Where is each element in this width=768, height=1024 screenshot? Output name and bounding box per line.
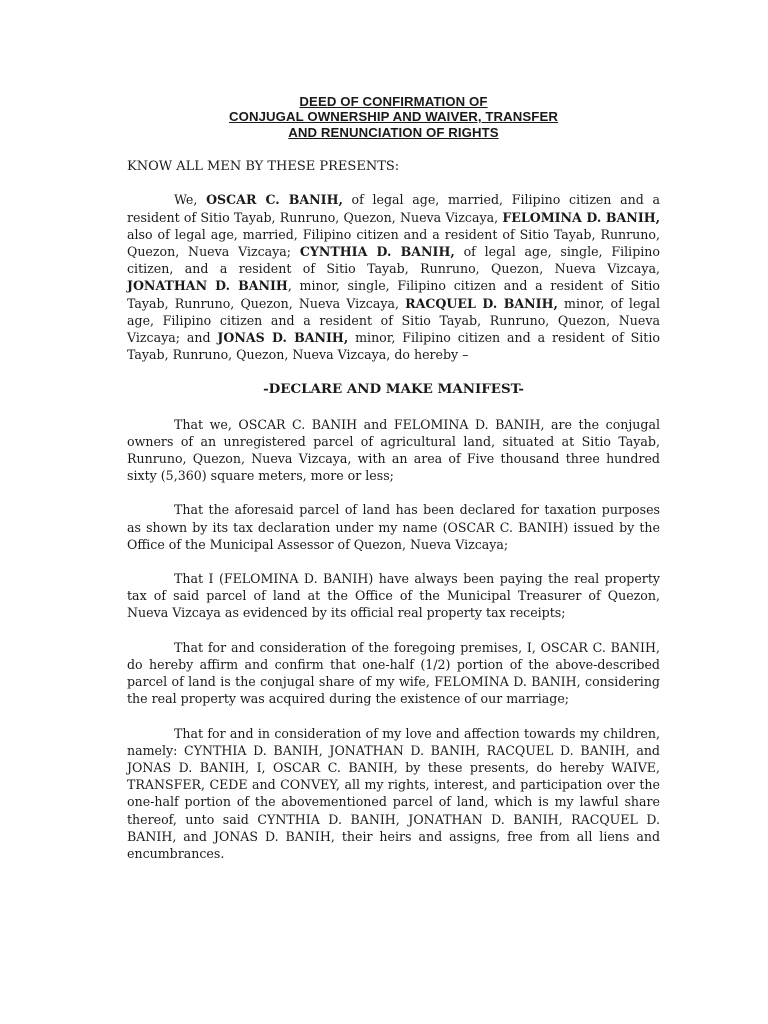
paragraph-waiver: That for and in consideration of my love and affection towards my children, namely: CYNTHIA D. BANIH, JONATHAN D. BANIH, RACQUEL D. BANIH, and JONAS D. BANIH, I, OSCAR C. BANIH, by these presents, do hereby WAIVE, TRANSFER, CEDE and CONVEY, all my rights, interest, and participation over the one-half portion of the abovementioned parcel of land, which is my lawful share thereof, unto said CYNTHIA D. BANIH, JONATHAN D. BANIH, RACQUEL D. BANIH, and JONAS D. BANIH, their heirs and assigns, free from all liens and encumbrances. bbox=[127, 725, 660, 861]
title-line-3: AND RENUNCIATION OF RIGHTS bbox=[288, 124, 499, 140]
document-title bbox=[127, 94, 660, 140]
intro-text-4: of legal age, single, Filipino citizen, and a resident of Sitio Tayab, Runruno, Quezon, Nueva Vizcaya, bbox=[127, 244, 660, 277]
document-page bbox=[127, 94, 660, 862]
paragraph-tax-payment: That I (FELOMINA D. BANIH) have always been paying the real property tax of said parcel of land at the Office of the Municipal Treasurer of Quezon, Nueva Vizcaya as evidenced by its official real property tax receipts; bbox=[127, 571, 660, 621]
title-line-2: CONJUGAL OWNERSHIP AND WAIVER, TRANSFER bbox=[229, 109, 558, 125]
intro-text-7: minor, Filipino citizen and a resident of Sitio Tayab, Runruno, Quezon, Nueva Vizcaya, do hereby – bbox=[127, 330, 660, 363]
intro-text-3: also of legal age, married, Filipino citizen and a resident of Sitio Tayab, Runruno, Quezon, Nueva Vizcaya; bbox=[127, 226, 660, 260]
party-name-racquel: RACQUEL D. BANIH, bbox=[405, 295, 558, 311]
paragraph-affirmation: That for and consideration of the foregoing premises, I, OSCAR C. BANIH, do hereby affirm and confirm that one-half (1/2) portion of the above-described parcel of land is the conjugal share of my wife, FELOMINA D. BANIH, considering the real property was acquired during the existence of our marriage; bbox=[127, 639, 660, 707]
party-name-jonathan: JONATHAN D. BANIH bbox=[127, 278, 288, 294]
intro-text-6: minor, of legal age, Filipino citizen and a resident of Sitio Tayab, Runruno, Quezon, Nueva Vizcaya; and bbox=[127, 295, 660, 346]
party-name-jonas: JONAS D. BANIH, bbox=[217, 330, 349, 346]
paragraph-conjugal-owners: That we, OSCAR C. BANIH and FELOMINA D. BANIH, are the conjugal owners of an unregistered parcel of agricultural land, situated at Sitio Tayab, Runruno, Quezon, Nueva Vizcaya, with an area of Five thousand three hundred sixty (5,360) square meters, more or less; bbox=[127, 416, 660, 484]
intro-text-2: of legal age, married, Filipino citizen and a resident of Sitio Tayab, Runruno, Quezon, Nueva Vizcaya, bbox=[127, 192, 660, 225]
paragraph-tax-declaration: That the aforesaid parcel of land has been declared for taxation purposes as shown by its tax declaration under my name (OSCAR C. BANIH) issued by the Office of the Municipal Assessor of Quezon, Nueva Vizcaya; bbox=[127, 502, 660, 552]
party-name-felomina: FELOMINA D. BANIH, bbox=[502, 209, 660, 225]
declare-heading: -DECLARE AND MAKE MANIFEST- bbox=[263, 381, 524, 398]
intro-text-1: We, bbox=[174, 192, 207, 208]
title-line-1: DEED OF CONFIRMATION OF bbox=[299, 94, 488, 109]
intro-paragraph bbox=[127, 191, 660, 363]
party-name-cynthia: CYNTHIA D. BANIH, bbox=[299, 244, 455, 260]
party-name-oscar: OSCAR C. BANIH, bbox=[206, 192, 343, 208]
intro-text-5: , minor, single, Filipino citizen and a resident of Sitio Tayab, Runruno, Quezon, Nueva Vizcaya, bbox=[127, 278, 660, 311]
salutation: KNOW ALL MEN BY THESE PRESENTS: bbox=[127, 159, 400, 175]
